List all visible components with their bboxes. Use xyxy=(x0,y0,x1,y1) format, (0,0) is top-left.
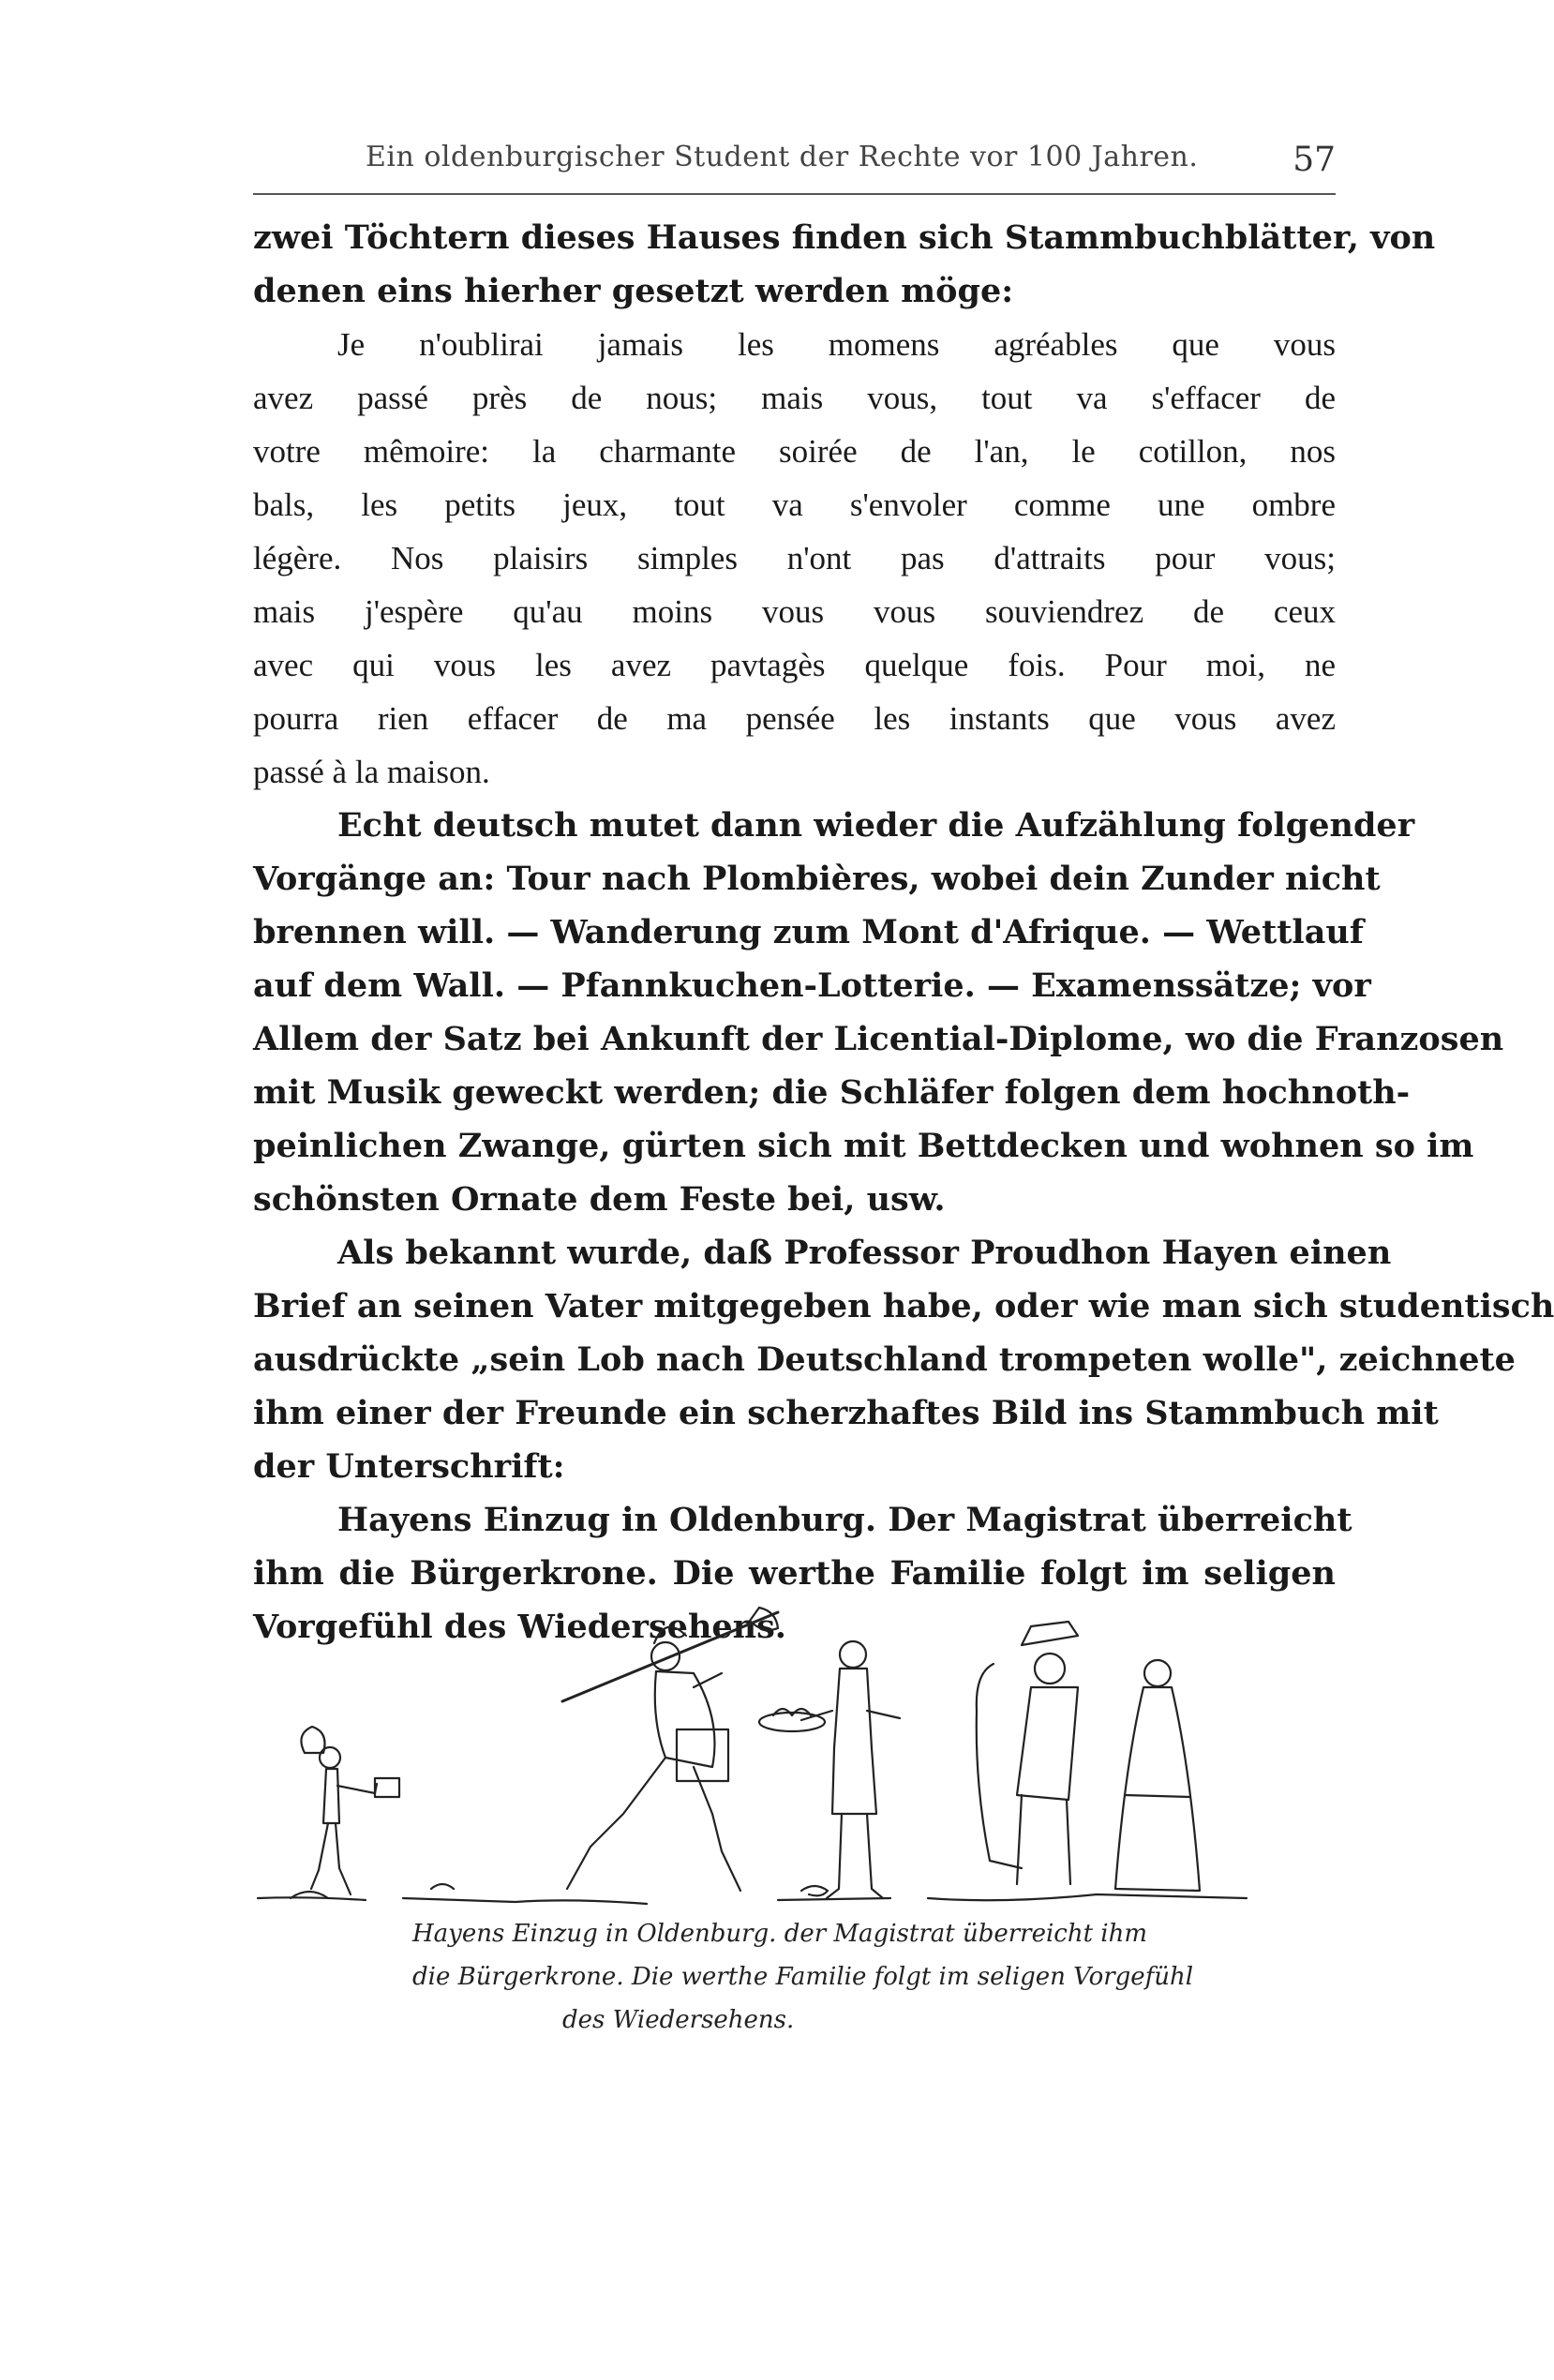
page-number: 57 xyxy=(1293,141,1336,179)
text-line: mit Musik geweckt werden; die Schläfer folgen dem hochnoth- xyxy=(253,1073,1411,1112)
quote-line: bals, les petits jeux, tout va s'envoler comme une ombre xyxy=(253,486,1336,523)
quote-line: avez passé près de nous; mais vous, tout va s'effacer de xyxy=(253,380,1336,416)
quote-line: passé à la maison. xyxy=(253,754,490,790)
text-line: auf dem Wall. — Pfannkuchen-Lotterie. — Examenssätze; vor xyxy=(253,966,1371,1005)
text-line: schönsten Ornate dem Feste bei, usw. xyxy=(253,1180,946,1219)
pikeman-figure xyxy=(562,1608,778,1891)
text-line: Allem der Satz bei Ankunft der Licential-Diplome, wo die Franzosen xyxy=(253,1020,1504,1058)
running-head xyxy=(253,141,1336,187)
body-text xyxy=(253,211,1554,1654)
handwritten-line: des Wiedersehens. xyxy=(562,2006,795,2034)
quote-line: votre mêmoire: la charmante soirée de l'an, le cotillon, nos xyxy=(253,433,1336,470)
quote-line: pourra rien effacer de ma pensée les instants que vous avez xyxy=(253,700,1336,737)
text-line: peinlichen Zwange, gürten sich mit Bettdecken und wohnen so im xyxy=(253,1127,1474,1165)
text-line: Echt deutsch mutet dann wieder die Aufzählung folgender xyxy=(337,806,1415,845)
text-line: Brief an seinen Vater mitgegeben habe, oder wie man sich studentisch xyxy=(253,1287,1554,1325)
quote-line: légère. Nos plaisirs simples n'ont pas d'attraits pour vous; xyxy=(253,540,1336,576)
text-line: brennen will. — Wanderung zum Mont d'Afrique. — Wettlauf xyxy=(253,913,1364,951)
text-line: zwei Töchtern dieses Hauses finden sich Stammbuchblätter, von xyxy=(253,218,1436,257)
tray-bearer-figure xyxy=(759,1641,900,1898)
running-head-title: Ein oldenburgischer Student der Rechte vor 100 Jahren. xyxy=(366,141,1199,173)
handwritten-line: die Bürgerkrone. Die werthe Familie folgt im seligen Vorgefühl xyxy=(412,1963,1194,1991)
text-line: Als bekannt wurde, daß Professor Proudhon Hayen einen xyxy=(337,1234,1392,1272)
caption-line: Hayens Einzug in Oldenburg. Der Magistrat überreicht xyxy=(337,1501,1352,1539)
french-quotation xyxy=(253,318,1336,799)
traveller-figure xyxy=(291,1727,399,1898)
quote-line: Je n'oublirai jamais les momens agréables que vous xyxy=(337,326,1336,363)
family-group-figures xyxy=(977,1622,1200,1891)
quote-line: avec qui vous les avez pavtagès quelque fois. Pour moi, ne xyxy=(253,647,1336,683)
handwritten-line: Hayens Einzug in Oldenburg. der Magistrat überreicht ihm xyxy=(412,1920,1148,1948)
caption-line: Vorgefühl des Wiedersehens. xyxy=(253,1608,786,1646)
handwritten-caption xyxy=(412,1912,1194,2042)
caption-line: ihm die Bürgerkrone. Die werthe Familie folgt im seligen xyxy=(253,1554,1336,1593)
text-line: Vorgänge an: Tour nach Plombières, wobei dein Zunder nicht xyxy=(253,860,1381,898)
text-line: ausdrückte „sein Lob nach Deutschland trompeten wolle", zeichnete xyxy=(253,1340,1516,1379)
text-line: denen eins hierher gesetzt werden möge: xyxy=(253,272,1014,310)
text-line: der Unterschrift: xyxy=(253,1447,565,1486)
header-rule xyxy=(253,193,1336,195)
text-line: ihm einer der Freunde ein scherzhaftes Bild ins Stammbuch mit xyxy=(253,1394,1439,1432)
quote-line: mais j'espère qu'au moins vous vous souviendrez de ceux xyxy=(253,593,1336,630)
